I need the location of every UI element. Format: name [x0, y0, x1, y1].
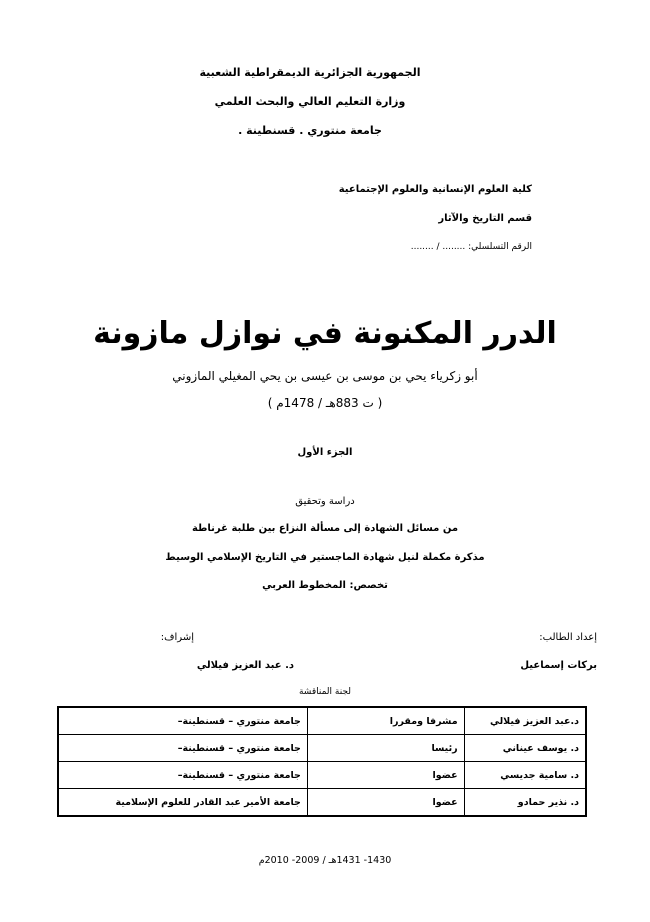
member-role: رئيسا	[307, 735, 464, 762]
academic-year: 1430- 1431هـ / 2009- 2010م	[258, 855, 392, 866]
department-name: قسم التاريخ والآثار	[438, 213, 532, 224]
table-row	[58, 735, 586, 762]
volume-label: الجزء الأول	[297, 447, 353, 458]
thesis-title: الدرر المكنونة في نوازل مازونة	[93, 316, 557, 351]
member-role: مشرفا ومقررا	[307, 707, 464, 735]
ministry-header: وزارة التعليم العالي والبحث العلمي	[214, 95, 406, 108]
committee-table	[57, 706, 587, 817]
author-name: أبو زكرياء يحي بن موسى بن عيسى بن يحي المغيلي المازوني	[172, 369, 478, 383]
committee-title: لجنة المناقشة	[298, 687, 351, 697]
table-row	[58, 762, 586, 789]
faculty-name: كلية العلوم الإنسانية والعلوم الإجتماعية	[338, 184, 532, 195]
member-name: د. سامية جديسي	[464, 762, 586, 789]
specialization: تخصص: المخطوط العربي	[262, 580, 388, 591]
member-name: د. يوسف عيناني	[464, 735, 586, 762]
member-name: د. نذير حمادو	[464, 789, 586, 817]
member-role: عضوا	[307, 789, 464, 817]
death-date: ( ت 883هـ / 1478م )	[267, 396, 383, 410]
university-header: جامعة منتوري . قسنطينة .	[238, 124, 382, 137]
member-university: جامعة منتوري – قسنطينة–	[58, 707, 307, 735]
supervisor-name: د. عبد العزيز فيلالي	[196, 660, 294, 671]
member-name: د.عبد العزيز فيلالي	[464, 707, 586, 735]
serial-number: الرقم التسلسلي: ........ / ........	[410, 242, 532, 252]
member-university: جامعة الأمير عبد القادر للعلوم الإسلامية	[58, 789, 307, 817]
member-university: جامعة منتوري – قسنطينة–	[58, 762, 307, 789]
supervision-label: إشراف:	[160, 632, 194, 643]
degree-description: مذكرة مكملة لنيل شهادة الماجستير في التاريخ الإسلامي الوسيط	[165, 552, 485, 563]
table-row	[58, 707, 586, 735]
prepared-by-label: إعداد الطالب:	[539, 632, 597, 643]
study-label: دراسة وتحقيق	[295, 496, 355, 507]
republic-header: الجمهورية الجزائرية الديمقراطية الشعبية	[199, 66, 421, 79]
study-scope: من مسائل الشهادة إلى مسألة النزاع بين طلبة غرناطة	[191, 523, 459, 534]
student-name: بركات إسماعيل	[520, 660, 597, 671]
member-role: عضوا	[307, 762, 464, 789]
table-row	[58, 789, 586, 817]
member-university: جامعة منتوري – قسنطينة–	[58, 735, 307, 762]
